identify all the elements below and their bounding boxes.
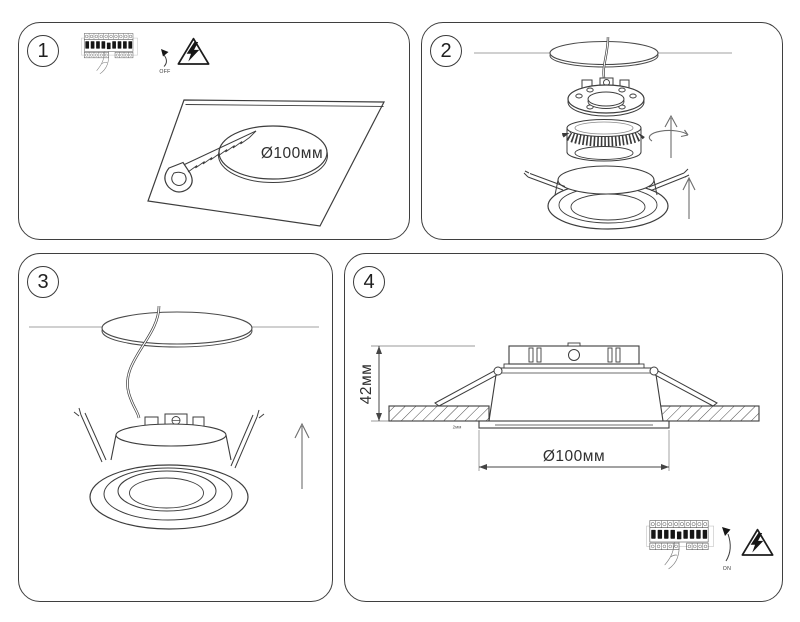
hole-diameter-label: Ø100мм: [260, 145, 324, 162]
circuit-breaker-icon: [647, 521, 714, 569]
power-on-arrow-icon: [722, 527, 731, 572]
high-voltage-warning-icon: [742, 530, 772, 555]
mounting-plate-icon: [568, 78, 644, 116]
step-number-badge: [27, 266, 59, 298]
up-arrow-icon: [295, 424, 309, 489]
hole-diameter-label: Ø100мм: [542, 448, 606, 465]
ceiling-hole-icon: [474, 42, 732, 68]
step-number: 2: [440, 39, 452, 62]
step-number: 4: [363, 270, 375, 293]
up-arrow-icon: [683, 178, 695, 219]
diameter-dimension: [479, 430, 669, 471]
downlight-body-icon: [90, 414, 248, 529]
circuit-breaker-icon: [81, 33, 137, 73]
switch-on-label: ON: [722, 566, 732, 572]
step-panel-4: [344, 253, 783, 602]
step-number: 1: [37, 39, 49, 62]
step-panel-2: [421, 22, 783, 240]
step-panel-3: [18, 253, 333, 602]
recess-height-label: 42мм: [358, 363, 375, 405]
step-number-badge: [430, 35, 462, 67]
high-voltage-warning-icon: [178, 39, 208, 64]
trim-ring-icon: [524, 166, 689, 229]
step-number-badge: [353, 266, 385, 298]
switch-off-label: OFF: [159, 69, 171, 75]
step-number-badge: [27, 35, 59, 67]
step-number: 3: [37, 270, 49, 293]
lamp-module-icon: [567, 120, 641, 162]
rotate-arrow-icon: [649, 116, 688, 158]
ceiling-hole-icon: [29, 312, 319, 347]
power-off-arrow-icon: [159, 49, 170, 75]
step-panel-1: [18, 22, 410, 240]
panel-thickness-label: 2мм: [452, 424, 462, 430]
